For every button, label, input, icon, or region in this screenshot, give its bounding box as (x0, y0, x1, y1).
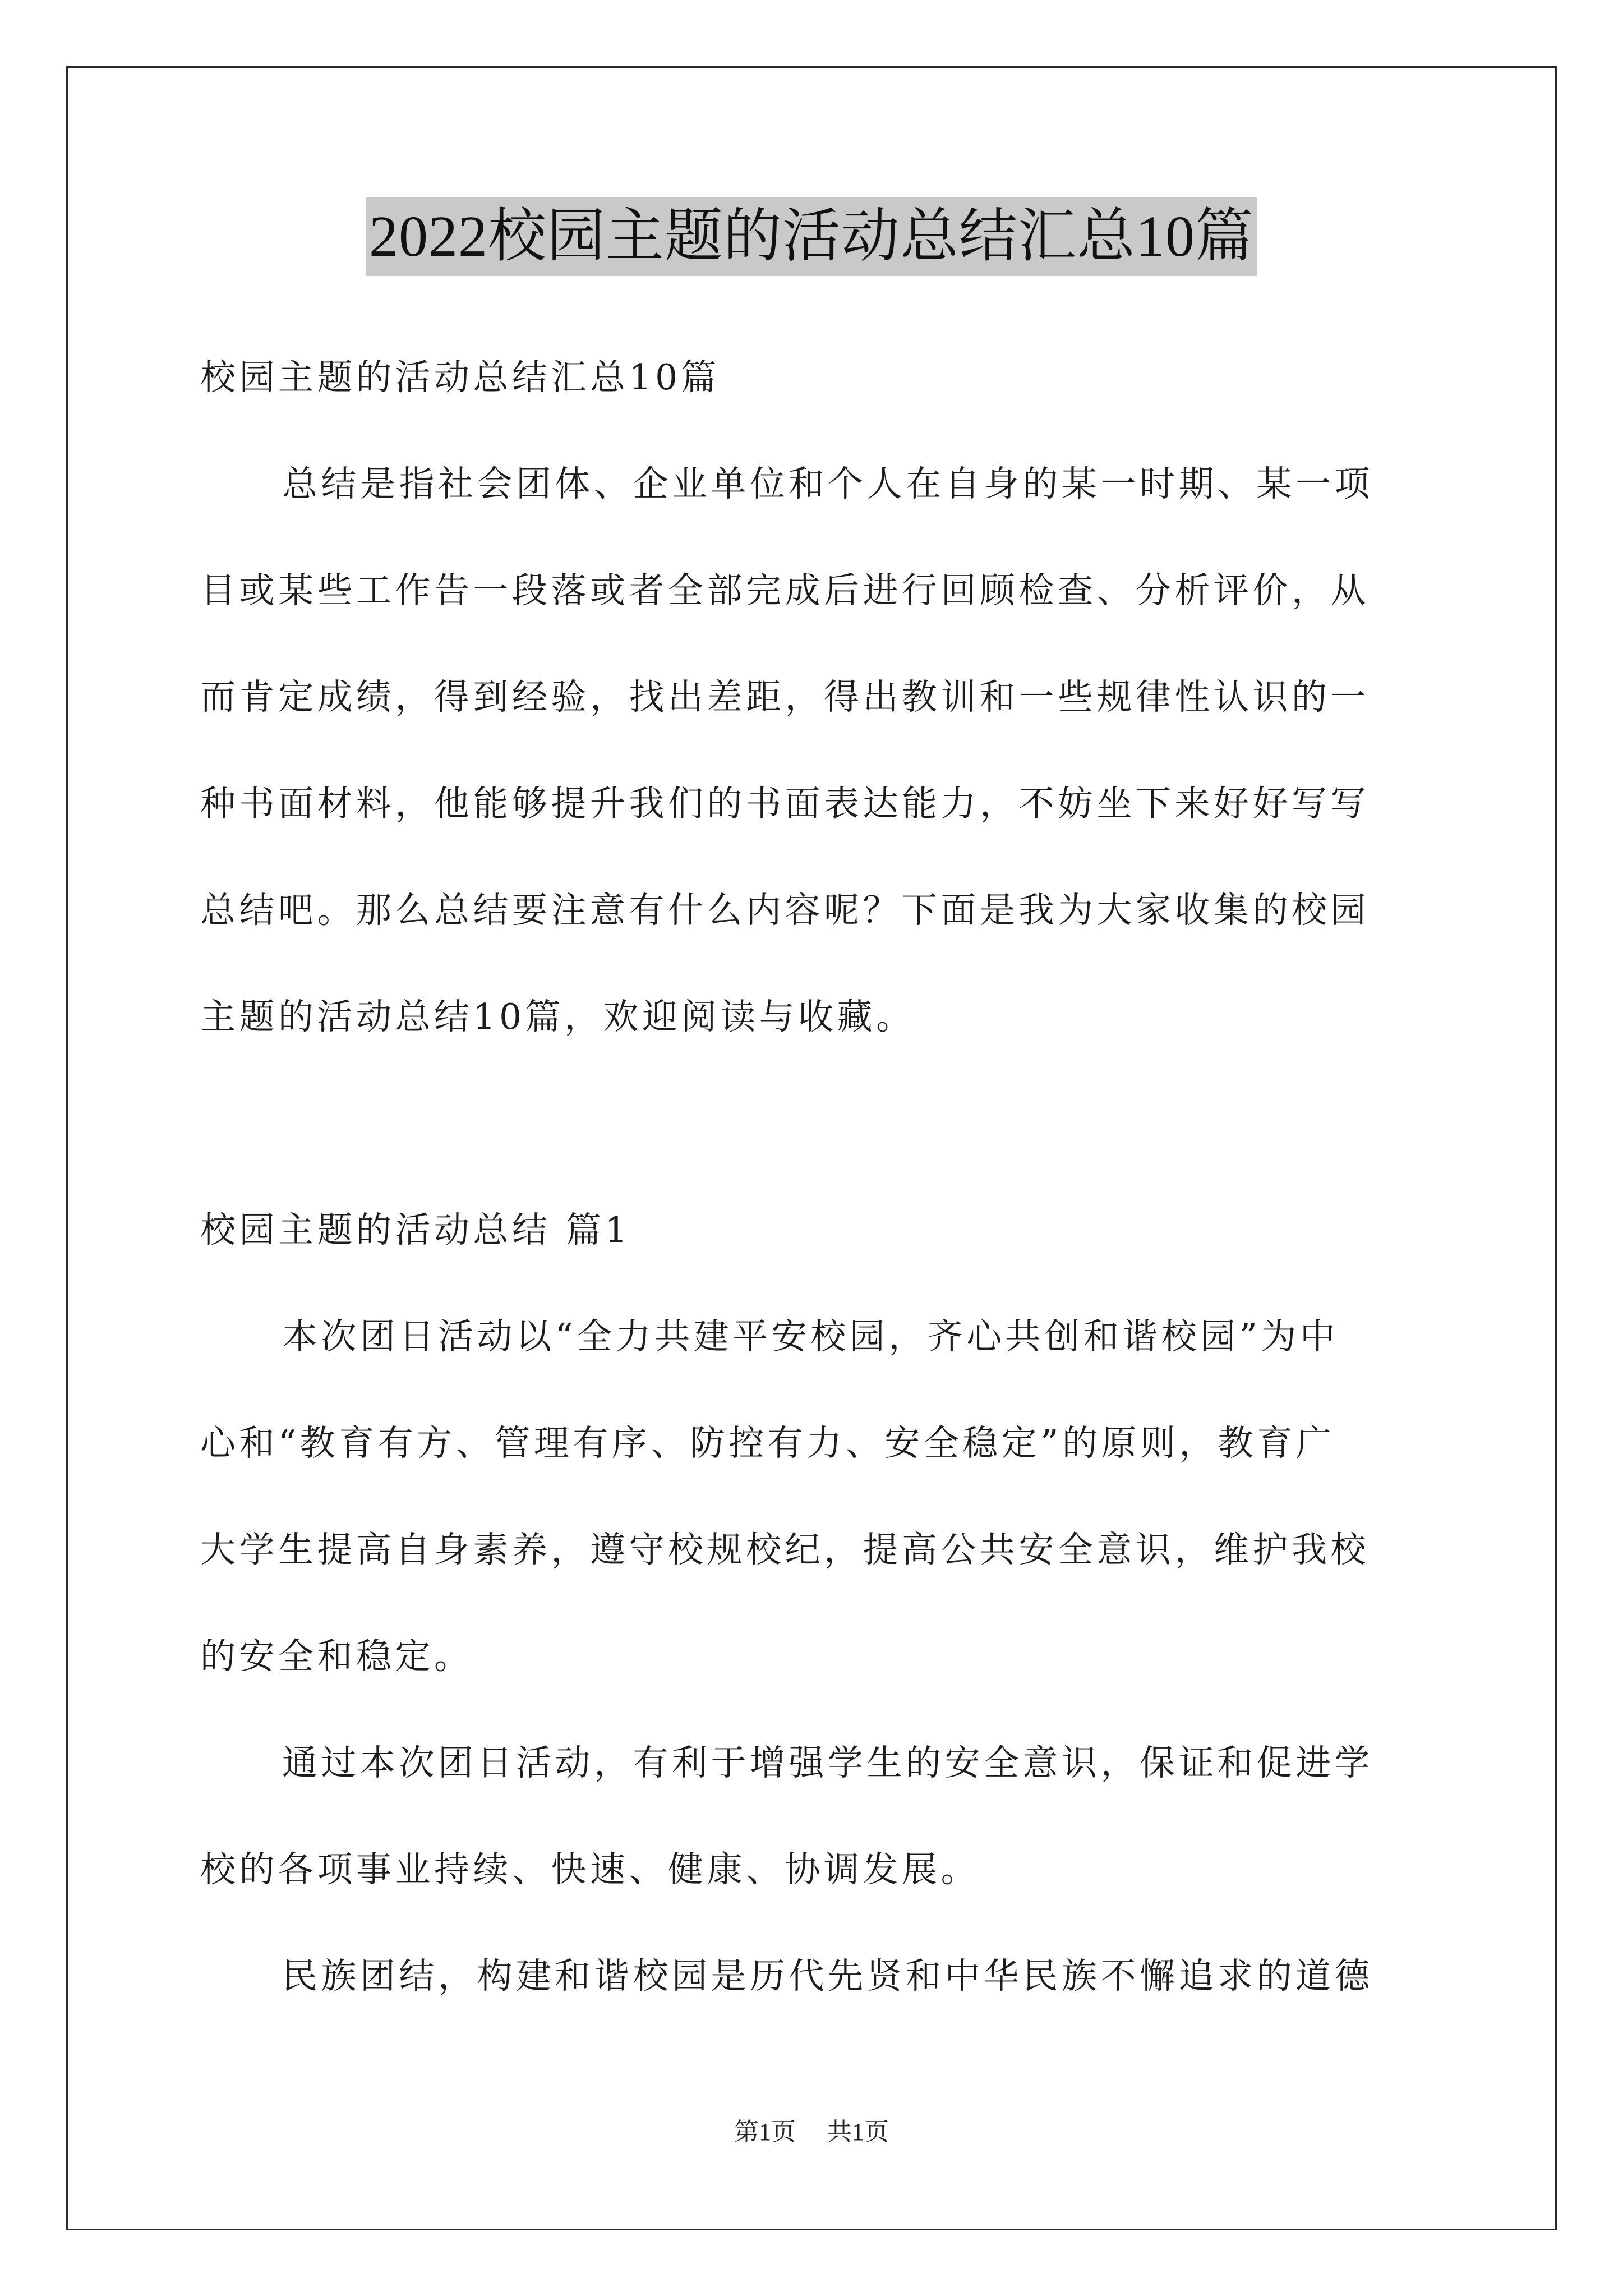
paragraph-line: 本次团日活动以“全力共建平安校园，齐心共创和谐校园”为中 (282, 1316, 1339, 1357)
document-subtitle: 校园主题的活动总结汇总10篇 (200, 357, 721, 398)
intro-line: 种书面材料，他能够提升我们的书面表达能力，不妨坐下来好好写写 (200, 783, 1370, 824)
paragraph-line: 大学生提高自身素养，遵守校规校纪，提高公共安全意识，维护我校 (200, 1529, 1370, 1570)
intro-line: 目或某些工作告一段落或者全部完成后进行回顾检查、分析评价，从 (200, 570, 1370, 611)
paragraph-line: 的安全和稳定。 (200, 1636, 473, 1677)
intro-line: 主题的活动总结10篇，欢迎阅读与收藏。 (200, 996, 915, 1037)
paragraph-line: 通过本次团日活动，有利于增强学生的安全意识，保证和促进学 (282, 1742, 1373, 1783)
paragraph-line: 心和“教育有方、管理有序、防控有力、安全稳定”的原则，教育广 (200, 1423, 1335, 1464)
intro-line: 而肯定成绩，得到经验，找出差距，得出教训和一些规律性认识的一 (200, 677, 1370, 717)
paragraph-line: 民族团结，构建和谐校园是历代先贤和中华民族不懈追求的道德 (282, 1955, 1373, 1996)
page-footer (0, 2115, 1623, 2149)
page-number: 第1页 (734, 2118, 796, 2146)
intro-line: 总结吧。那么总结要注意有什么内容呢？下面是我为大家收集的校园 (200, 890, 1370, 931)
paragraph-line: 校的各项事业持续、快速、健康、协调发展。 (200, 1849, 980, 1890)
section-heading: 校园主题的活动总结 篇1 (200, 1209, 631, 1250)
document-title: 2022校园主题的活动总结汇总10篇 (366, 197, 1257, 276)
intro-line: 总结是指社会团体、企业单位和个人在自身的某一时期、某一项 (282, 463, 1373, 504)
page-total: 共1页 (827, 2118, 889, 2146)
title-container (0, 197, 1623, 276)
